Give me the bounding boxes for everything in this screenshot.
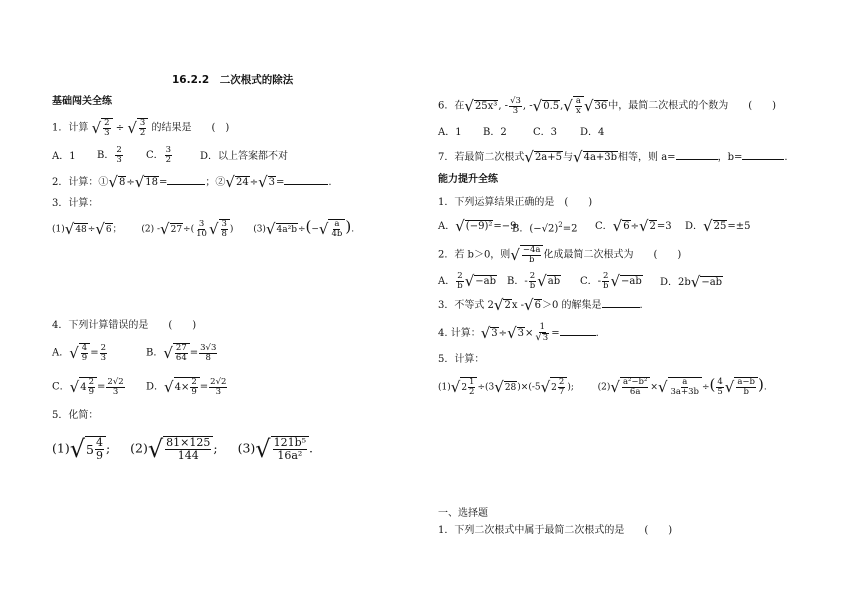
q6-option-c: C．3 [533, 127, 558, 138]
adv-q2-option-d: D．2b √ −ab [660, 273, 723, 291]
page-title: 16.2.2 二次根式的除法 [172, 74, 294, 86]
section-heading-choice: 一、选择题 [438, 508, 488, 519]
question-1: 1．计算 √ 2 3 ÷ √ 3 2 的结果是 ( ) [52, 118, 230, 138]
adv-q2-option-b: B．- $\frac{2}{b}$ √ ab [507, 271, 561, 291]
question-2: 2．计算：① √ 8 ÷ √ 18 = ；② √ 24 ÷ √ 3 = . [52, 173, 332, 191]
q1-option-d: D．以上答案都不对 [200, 151, 289, 162]
q6-option-b: B．2 [483, 127, 507, 138]
q4-option-a: A． √ 4 9 = $\frac{2}{3}$ [52, 342, 107, 363]
q6-option-d: D．4 [580, 127, 605, 138]
answer-blank [167, 175, 205, 185]
adv-q2-option-a: A． $\frac{2}{b}$ √ −ab [438, 271, 496, 291]
adv-q1-option-d: D． √ 25 =±5 [685, 217, 751, 235]
question-5: 5．化简： [52, 410, 99, 421]
sqrt-3-2: √ 3 2 [127, 118, 148, 138]
q6-option-a: A．1 [438, 127, 462, 138]
q1-option-c: C． $\frac{3}{2}$ [146, 145, 172, 165]
sqrt-2-3: √ 2 3 [92, 118, 113, 138]
q4-option-b: B． √ 27 64 = $\frac{3√3}{8}$ [146, 342, 217, 363]
question-7: 7．若最简二次根式 √ 2a+5 与 √ 4a+3b 相等，则 a= ，b= . [438, 148, 788, 166]
q1-option-b: B． $\frac{2}{3}$ [97, 145, 122, 165]
adv-question-2: 2．若 b＞0，则 √ −4a b 化成最简二次根式为 ( ) [438, 245, 682, 265]
adv-question-1: 1．下列运算结果正确的是 ( ) [438, 197, 593, 208]
adv-q1-option-a: A． √ (−9)² =−9 [438, 217, 517, 235]
question-3-parts: (1) √ 48 ÷ √ 6 ； (2) - √ 27 ÷( $\frac{3}{10}$ √ 3 8 ) (3) √ 4a²b ÷(− √ a 4b ). [52, 217, 355, 239]
adv-question-5-parts: (1) √ 2 1 2 ÷(3 √ 28 )×(-5 √ 2 2 7 ); (2) √ a²−b² 6a × √ a 3a+3b ÷( $\frac{4}{5}$ √ a−b b ). [438, 375, 767, 397]
q1-option-a: A．1 [52, 151, 76, 162]
q4-option-d: D． √ 4× $\frac{2}{9}$ = $\frac{2√2}{3}$ [146, 376, 227, 397]
question-6: 6．在 √ 25x³ , - $\frac{√3}{3}$ , - √ 0.5 , √ a x √ 36 中，最简二次根式的个数为 ( ) [438, 95, 777, 116]
answer-blank [284, 175, 328, 185]
adv-q2-option-c: C．- $\frac{2}{b}$ √ −ab [580, 271, 642, 291]
section-heading-basic: 基础闯关全练 [52, 96, 112, 107]
question-4: 4．下列计算错误的是 ( ) [52, 320, 197, 331]
question-5-parts: (1) √ 5 4 9 ; (2) √ 81×125 144 ; (3) √ 121b⁵ 16a² . [52, 435, 314, 463]
section-heading-advanced: 能力提升全练 [438, 174, 498, 185]
q4-option-c: C． √ 4 2 9 = $\frac{2√2}{3}$ [52, 376, 124, 397]
adv-q1-option-c: C． √ 6 ÷ √ 2 =3 [595, 217, 672, 235]
adv-q1-option-b: B．$(-√2)^2=2$ [512, 221, 578, 235]
choice-question-1: 1．下列二次根式中属于最简二次根式的是 ( ) [438, 525, 673, 536]
adv-question-3: 3．不等式 2 √ 2 x - √ 6 ＞0 的解集是 . [438, 296, 643, 314]
adv-question-4: 4. 计算： √ 3 ÷ √ 3 × 1 √ 3 = . [438, 322, 599, 343]
adv-question-5: 5．计算： [438, 354, 485, 365]
question-3: 3．计算： [52, 198, 99, 209]
